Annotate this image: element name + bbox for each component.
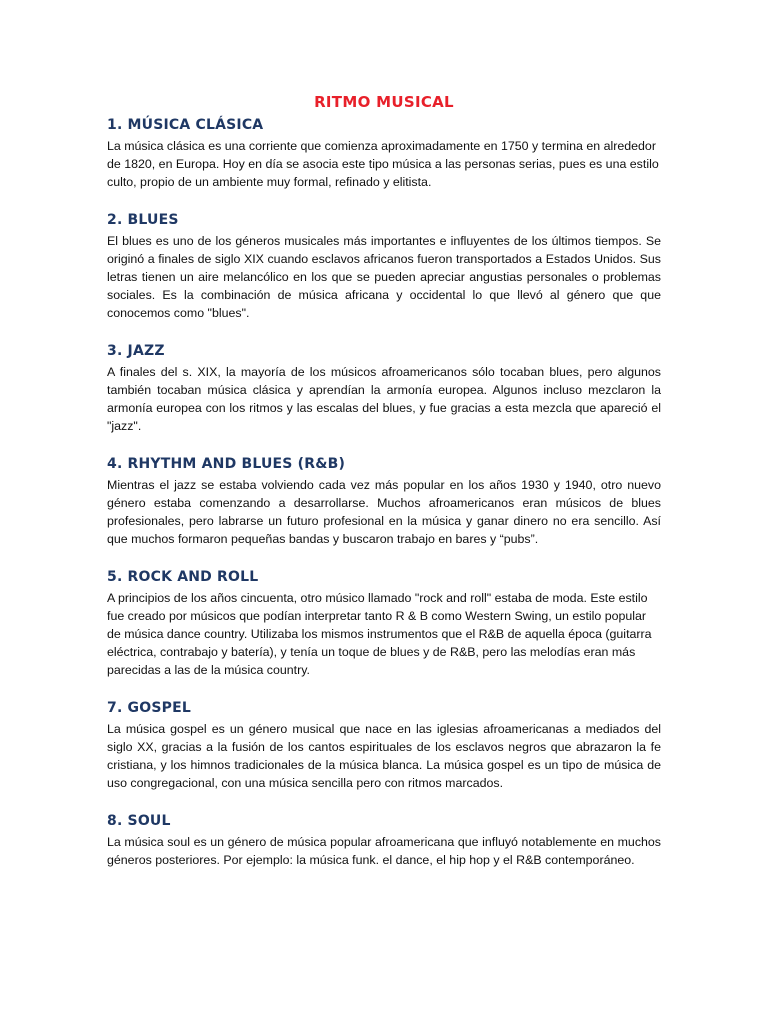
- document-title: RITMO MUSICAL: [314, 93, 454, 111]
- section-body: La música soul es un género de música popular afroamericana que influyó notablemente en muchos géneros posteriores. Por ejemplo: la música funk. el dance, el hip hop y el R&B contemporáneo.: [107, 835, 661, 867]
- section-soul: [107, 813, 661, 869]
- section-jazz: [107, 343, 661, 435]
- section-heading: 1. MÚSICA CLÁSICA: [107, 117, 264, 133]
- section-heading: 7. GOSPEL: [107, 700, 191, 716]
- section-body: A principios de los años cincuenta, otro músico llamado "rock and roll" estaba de moda. Este estilo fue creado por músicos que podían interpretar tanto R & B como Western Swing, un estilo popular de música dance country. Utilizaba los mismos instrumentos que el R&B de aquella época (guitarra eléctrica, contrabajo y batería), y tenía un toque de blues y de R&B, pero las melodías eran más parecidas a las de la música country.: [107, 591, 652, 677]
- section-body: Mientras el jazz se estaba volviendo cada vez más popular en los años 1930 y 1940, otro nuevo género estaba comenzando a desarrollarse. Muchos afroamericanos eran músicos de blues profesionales, pero labrarse un futuro profesional en la música y ganar dinero no era sencillo. Así que muchos formaron pequeñas bandas y buscaron trabajo en bares y “pubs”.: [107, 478, 661, 546]
- section-heading: 4. RHYTHM AND BLUES (R&B): [107, 456, 346, 472]
- section-body: El blues es uno de los géneros musicales más importantes e influyentes de los últimos tiempos. Se originó a finales de siglo XIX cuando esclavos africanos fueron transportados a Estados Unidos. Sus letras tienen un aire melancólico en los que se pueden apreciar angustias personales o problemas sociales. Es la combinación de música africana y occidental lo que llevó al género que que conocemos como "blues".: [107, 234, 661, 320]
- section-heading: 8. SOUL: [107, 813, 171, 829]
- section-heading: 2. BLUES: [107, 212, 179, 228]
- section-rock-and-roll: [107, 569, 661, 679]
- section-body: La música clásica es una corriente que comienza aproximadamente en 1750 y termina en alrededor de 1820, en Europa. Hoy en día se asocia este tipo música a las personas serias, pues es una estilo culto, propio de un ambiente muy formal, refinado y elitista.: [107, 139, 659, 189]
- section-body: A finales del s. XIX, la mayoría de los músicos afroamericanos sólo tocaban blues, pero algunos también tocaban música clásica y aprendían la armonía europea. Algunos incluso mezclaron la armonía europea con los ritmos y las escalas del blues, y fue gracias a esta mezcla que apareció el "jazz".: [107, 365, 661, 433]
- section-blues: [107, 212, 661, 322]
- section-musica-clasica: [107, 117, 661, 191]
- document-page: [107, 93, 661, 890]
- section-heading: 3. JAZZ: [107, 343, 165, 359]
- section-body: La música gospel es un género musical que nace en las iglesias afroamericanas a mediados del siglo XX, gracias a la fusión de los cantos espirituales de los esclavos negros que abrazaron la fe cristiana, y los himnos tradicionales de la música blanca. La música gospel es un tipo de música de uso congregacional, con una música sencilla pero con ritmos marcados.: [107, 722, 661, 790]
- section-rhythm-and-blues: [107, 456, 661, 548]
- section-heading: 5. ROCK AND ROLL: [107, 569, 259, 585]
- section-gospel: [107, 700, 661, 792]
